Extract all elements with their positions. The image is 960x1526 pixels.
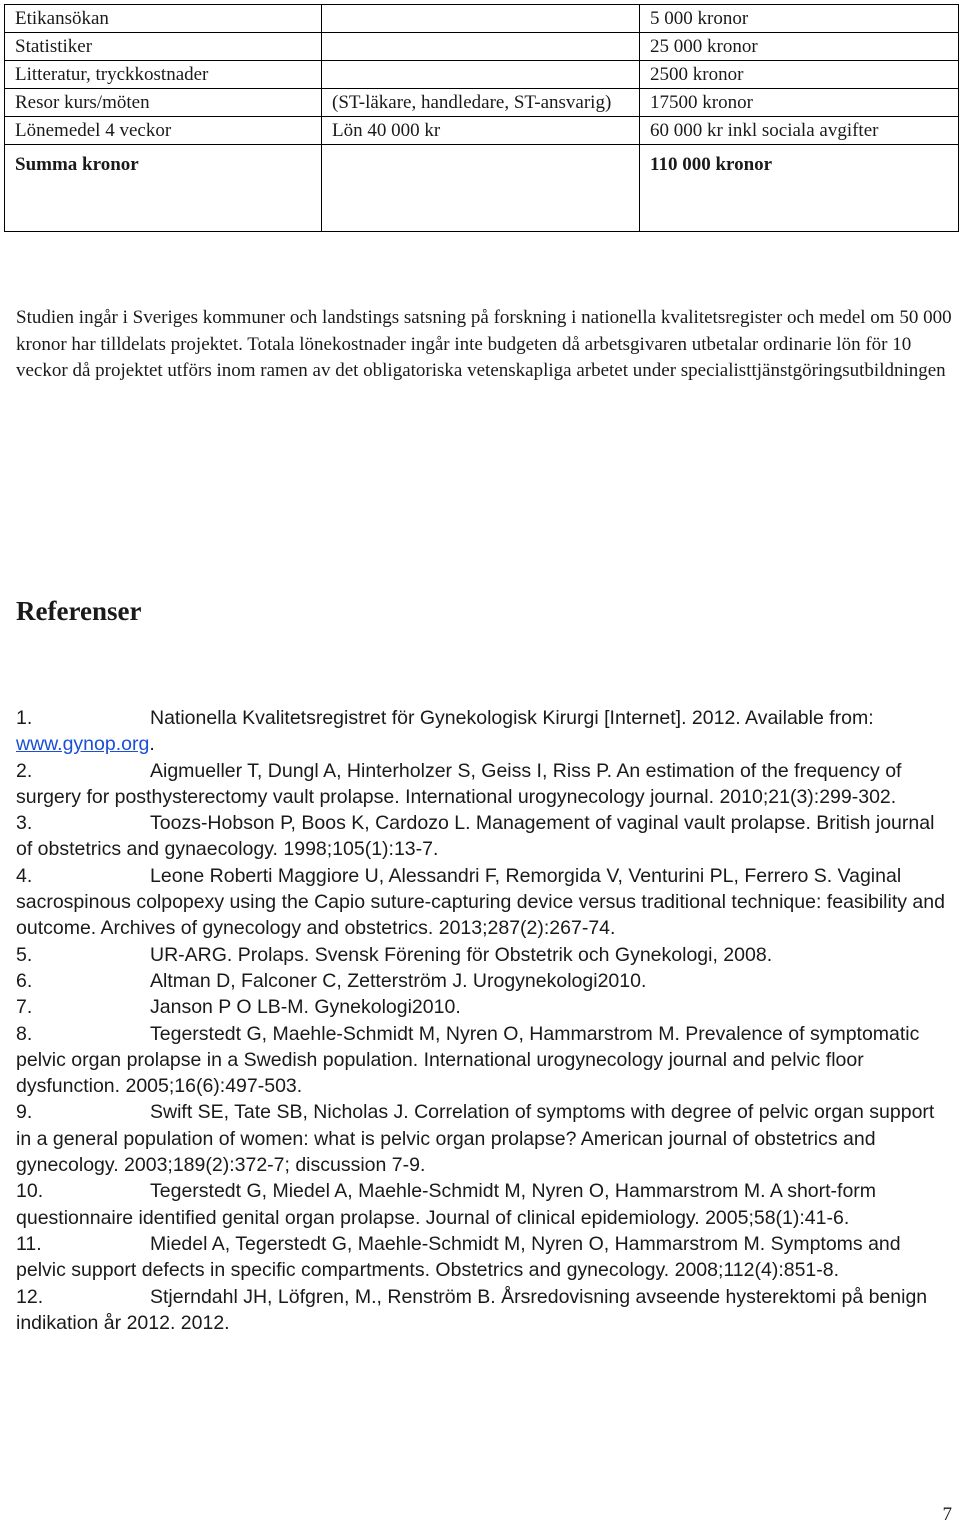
reference-text: Toozs-Hobson P, Boos K, Cardozo L. Management of vaginal vault prolapse. British journal of obstetrics and gynaecology. 1998;105(1):13-7. xyxy=(16,812,935,861)
reference-number: 2. xyxy=(16,759,33,782)
page-number: 7 xyxy=(942,1504,952,1525)
table-row xyxy=(5,5,959,33)
budget-note: (ST-läkare, handledare, ST-ansvarig) xyxy=(322,89,640,117)
reference-number: 11. xyxy=(16,1232,42,1255)
budget-item: Statistiker xyxy=(5,33,322,61)
total-note xyxy=(322,145,640,232)
reference-number: 6. xyxy=(16,969,33,992)
reference-link[interactable]: www.gynop.org xyxy=(16,733,150,756)
reference-text-end: . xyxy=(149,733,155,756)
reference-number: 5. xyxy=(16,943,33,966)
reference-text: Janson P O LB-M. Gynekologi2010. xyxy=(150,996,461,1019)
table-row xyxy=(5,89,959,117)
total-label: Summa kronor xyxy=(5,145,322,232)
reference-item xyxy=(16,968,951,994)
reference-text: Leone Roberti Maggiore U, Alessandri F, Remorgida V, Venturini PL, Ferrero S. Vaginal sacrospinous colpopexy using the Capio suture-capturing device versus traditional technique: feasibility and outcome. Archives of gynecology and obstetrics. 2013;287(2):267-74. xyxy=(16,864,945,940)
budget-item: Litteratur, tryckkostnader xyxy=(5,61,322,89)
reference-number: 1. xyxy=(16,707,33,729)
budget-item: Resor kurs/möten xyxy=(5,89,322,117)
reference-text: Miedel A, Tegerstedt G, Maehle-Schmidt M, Nyren O, Hammarstrom M. Symptoms and pelvic support defects in specific compartments. Obstetrics and gynecology. 2008;112(4):851-8. xyxy=(16,1232,901,1282)
budget-note xyxy=(322,5,640,33)
budget-note xyxy=(322,61,640,89)
budget-amount: 5 000 kronor xyxy=(640,5,959,33)
reference-item xyxy=(16,863,951,942)
reference-number: 9. xyxy=(16,1101,33,1124)
reference-item xyxy=(16,810,951,863)
reference-number: 3. xyxy=(16,812,33,835)
budget-note xyxy=(322,33,640,61)
reference-text: Stjerndahl JH, Löfgren, M., Renström B. Årsredovisning avseende hysterektomi på benign indikation år 2012. 2012. xyxy=(16,1285,928,1334)
budget-amount: 2500 kronor xyxy=(640,61,959,89)
reference-text: Tegerstedt G, Miedel A, Maehle-Schmidt M, Nyren O, Hammarstrom M. A short-form questionnaire identified genital organ prolapse. Journal of clinical epidemiology. 2005;58(1):41-6. xyxy=(16,1180,877,1229)
table-row xyxy=(5,117,959,145)
budget-amount: 17500 kronor xyxy=(640,89,959,117)
total-amount: 110 000 kronor xyxy=(640,145,959,232)
reference-item xyxy=(16,705,951,758)
reference-text: Swift SE, Tate SB, Nicholas J. Correlation of symptoms with degree of pelvic organ support in a general population of women: what is pelvic organ prolapse? American journal of obstetrics and gynecology. 2003;189(2):372-7; discussion 7-9. xyxy=(16,1101,935,1177)
budget-item: Lönemedel 4 veckor xyxy=(5,117,322,145)
reference-text: Altman D, Falconer C, Zetterström J. Urogynekologi2010. xyxy=(150,969,647,992)
reference-number: 4. xyxy=(16,864,33,887)
funding-paragraph: Studien ingår i Sveriges kommuner och landstings satsning på forskning i nationella kvalitetsregister och medel om 50 000 kronor har tilldelats projektet. Totala lönekostnader ingår inte budgeten då arbetsgivaren utbetalar ordinarie lön för 10 veckor då projektet utförs inom ramen av det obligatoriska vetenskapliga arbetet under specialisttjänstgöringsutbildningen xyxy=(16,307,952,381)
total-row xyxy=(5,145,959,232)
table-row xyxy=(5,61,959,89)
reference-number: 8. xyxy=(16,1022,33,1045)
reference-item xyxy=(16,1099,951,1178)
budget-amount: 60 000 kr inkl sociala avgifter xyxy=(640,117,959,145)
references-list xyxy=(16,705,951,1336)
budget-note: Lön 40 000 kr xyxy=(322,117,640,145)
reference-number: 7. xyxy=(16,996,33,1019)
table-row xyxy=(5,33,959,61)
reference-item xyxy=(16,942,951,968)
reference-item xyxy=(16,1021,951,1100)
reference-item xyxy=(16,1284,951,1337)
reference-text: UR-ARG. Prolaps. Svensk Förening för Obstetrik och Gynekologi, 2008. xyxy=(150,943,773,966)
reference-number: 10. xyxy=(16,1180,44,1203)
reference-item xyxy=(16,1231,951,1284)
budget-amount: 25 000 kronor xyxy=(640,33,959,61)
reference-item xyxy=(16,758,951,811)
reference-item xyxy=(16,1178,951,1231)
reference-text: Aigmueller T, Dungl A, Hinterholzer S, Geiss I, Riss P. An estimation of the frequency of surgery for posthysterectomy vault prolapse. International urogynecology journal. 2010;21(3):299-302. xyxy=(16,759,902,808)
reference-number: 12. xyxy=(16,1285,44,1308)
reference-item xyxy=(16,994,951,1020)
budget-item: Etikansökan xyxy=(5,5,322,33)
budget-table xyxy=(4,4,959,232)
reference-text: Nationella Kvalitetsregistret för Gynekologisk Kirurgi [Internet]. 2012. Available from: xyxy=(150,707,874,729)
reference-text: Tegerstedt G, Maehle-Schmidt M, Nyren O, Hammarstrom M. Prevalence of symptomatic pelvic organ prolapse in a Swedish population. International urogynecology journal and pelvic floor dysfunction. 2005;16(6):497-503. xyxy=(16,1022,920,1098)
references-heading: Referenser xyxy=(16,596,142,626)
